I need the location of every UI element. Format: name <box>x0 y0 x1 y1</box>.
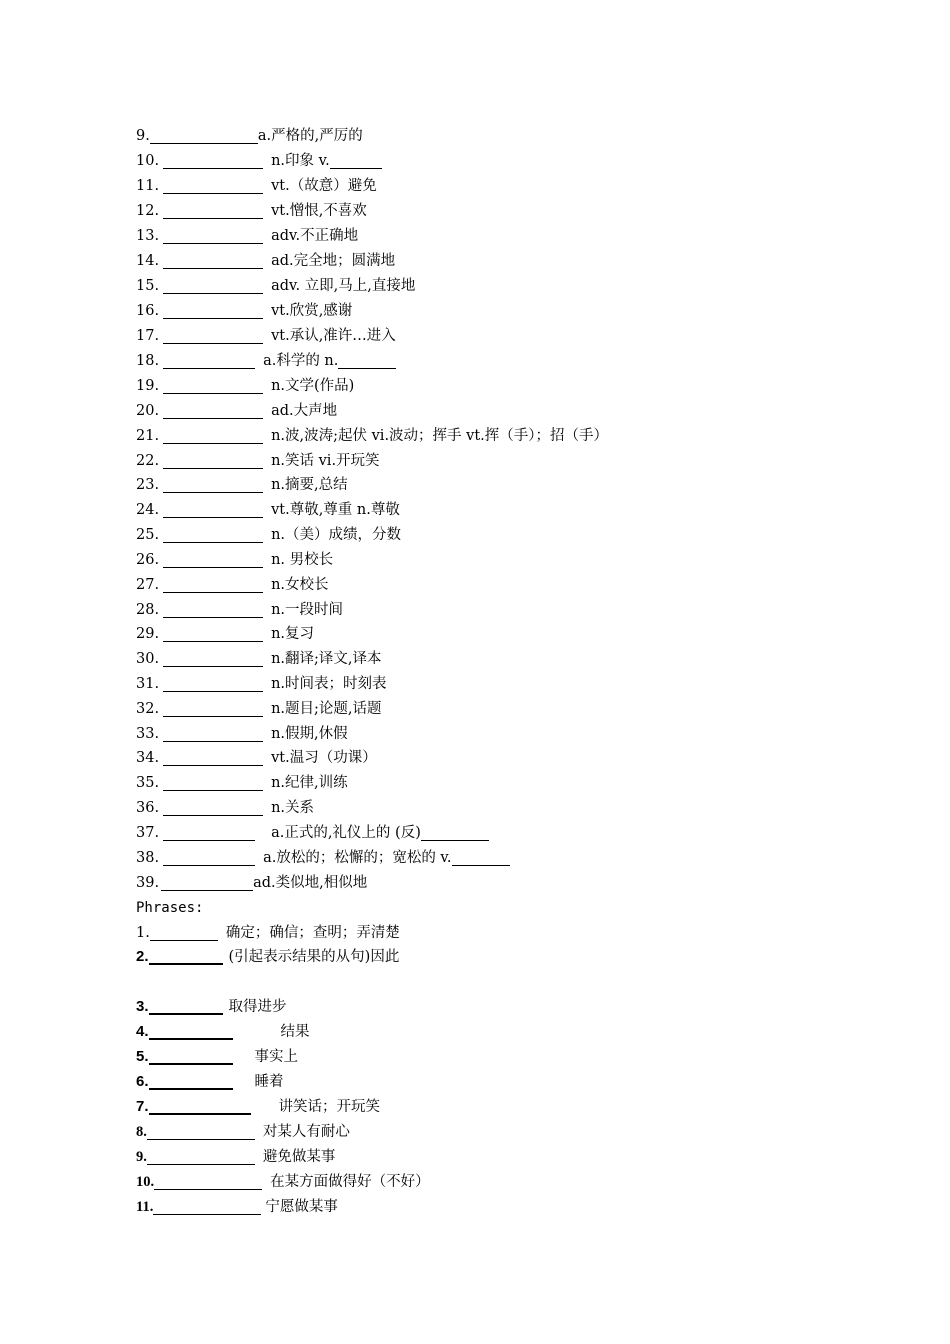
answer-blank[interactable] <box>452 848 510 866</box>
item-definition: n.女校长 <box>271 577 329 593</box>
vocab-item <box>136 199 367 223</box>
item-definition: n.纪律,训练 <box>271 775 348 791</box>
vocab-item <box>136 424 608 448</box>
item-number: 39. <box>136 875 160 891</box>
item-definition: n.时间表；时刻表 <box>271 676 387 692</box>
item-definition: 结果 <box>280 1024 310 1040</box>
answer-blank[interactable] <box>149 946 223 965</box>
item-number: 1. <box>136 925 150 941</box>
item-number: 7. <box>136 1098 149 1115</box>
item-number: 9. <box>136 1149 147 1165</box>
answer-blank[interactable] <box>163 251 263 269</box>
item-number: 14. <box>136 253 160 269</box>
answer-blank[interactable] <box>163 724 263 742</box>
item-definition: n.关系 <box>271 800 315 816</box>
item-definition: a.严格的,严厉的 <box>257 128 363 144</box>
item-number: 33. <box>136 726 160 742</box>
item-number: 28. <box>136 602 160 618</box>
item-definition: adv. 立即,马上,直接地 <box>271 278 416 294</box>
answer-blank[interactable] <box>163 773 263 791</box>
item-number: 11. <box>136 178 160 194</box>
answer-blank[interactable] <box>149 996 223 1015</box>
item-definition: n.假期,休假 <box>271 726 348 742</box>
item-number: 19. <box>136 378 160 394</box>
item-number: 4. <box>136 1023 149 1040</box>
item-number: 22. <box>136 453 160 469</box>
answer-blank[interactable] <box>149 1021 233 1040</box>
item-number: 25. <box>136 527 160 543</box>
phrase-item <box>136 1195 338 1219</box>
vocab-item <box>136 722 348 746</box>
item-number: 2. <box>136 948 149 965</box>
phrase-item <box>136 1095 380 1119</box>
item-definition: n.（美）成绩，分数 <box>271 527 402 543</box>
item-definition: 宁愿做某事 <box>265 1199 338 1215</box>
item-number: 30. <box>136 651 160 667</box>
item-definition: vt.（故意）避免 <box>271 178 377 194</box>
answer-blank[interactable] <box>163 201 263 219</box>
phrase-item <box>136 1170 430 1194</box>
item-number: 29. <box>136 626 160 642</box>
item-definition: 在某方面做得好（不好） <box>270 1174 430 1190</box>
item-definition: ad.类似地,相似地 <box>253 875 368 891</box>
answer-blank[interactable] <box>163 823 255 841</box>
answer-blank[interactable] <box>421 823 489 841</box>
phrase-item <box>136 1145 335 1169</box>
item-definition: 事实上 <box>254 1049 299 1065</box>
phrase-item <box>136 1070 284 1094</box>
vocab-item <box>136 871 367 895</box>
answer-blank[interactable] <box>163 276 263 294</box>
item-definition: vt.承认,准许…进入 <box>271 328 396 344</box>
vocab-item <box>136 249 395 273</box>
item-definition: vt.温习（功课） <box>271 750 377 766</box>
answer-blank[interactable] <box>163 798 263 816</box>
vocab-item <box>136 224 358 248</box>
item-number: 10. <box>136 1174 155 1190</box>
answer-blank[interactable] <box>163 748 263 766</box>
answer-blank[interactable] <box>149 1071 233 1090</box>
item-number: 16. <box>136 303 160 319</box>
vocab-item <box>136 374 354 398</box>
vocab-item <box>136 523 401 547</box>
vocab-item <box>136 846 510 870</box>
item-definition: 对某人有耐心 <box>262 1124 350 1140</box>
item-definition: n.题目;论题,话题 <box>271 701 382 717</box>
item-number: 17. <box>136 328 160 344</box>
item-number: 27. <box>136 577 160 593</box>
vocab-item <box>136 299 352 323</box>
vocab-item <box>136 124 363 148</box>
vocab-item <box>136 473 348 497</box>
item-definition: n.摘要,总结 <box>271 477 348 493</box>
answer-blank[interactable] <box>149 1096 251 1115</box>
item-definition: n.波,波涛;起伏 vi.波动；挥手 vt.挥（手）；招（手） <box>271 428 609 444</box>
vocab-item <box>136 746 377 770</box>
item-number: 21. <box>136 428 160 444</box>
vocab-item <box>136 449 380 473</box>
vocab-item <box>136 821 489 845</box>
item-number: 13. <box>136 228 160 244</box>
answer-blank[interactable] <box>163 500 263 518</box>
item-number: 20. <box>136 403 160 419</box>
vocab-item <box>136 622 314 646</box>
answer-blank[interactable] <box>163 600 263 618</box>
item-number: 24. <box>136 502 160 518</box>
item-number: 15. <box>136 278 160 294</box>
answer-blank[interactable] <box>163 176 263 194</box>
item-number: 10. <box>136 153 160 169</box>
item-number: 8. <box>136 1124 147 1140</box>
phrase-item <box>136 945 399 969</box>
answer-blank[interactable] <box>163 649 263 667</box>
answer-blank[interactable] <box>147 1147 255 1165</box>
item-definition: a.正式的,礼仪上的 (反) <box>271 825 421 841</box>
vocab-item <box>136 349 396 373</box>
item-number: 9. <box>136 128 150 144</box>
phrase-item <box>136 995 287 1019</box>
item-number: 38. <box>136 850 160 866</box>
item-definition: n.笑话 vi.开玩笑 <box>271 453 380 469</box>
item-definition: a.科学的 n. <box>263 353 339 369</box>
vocab-item <box>136 573 329 597</box>
phrase-item <box>136 1045 298 1069</box>
phrase-item <box>136 1120 350 1144</box>
item-number: 12. <box>136 203 160 219</box>
vocab-item <box>136 324 396 348</box>
item-definition: 睡着 <box>254 1074 284 1090</box>
item-definition: adv.不正确地 <box>271 228 359 244</box>
phrase-item <box>136 921 400 945</box>
item-number: 37. <box>136 825 160 841</box>
vocab-item <box>136 498 400 522</box>
vocab-item <box>136 174 377 198</box>
item-definition: vt.尊敬,尊重 n.尊敬 <box>271 502 400 518</box>
item-number: 11. <box>136 1199 154 1215</box>
item-number: 34. <box>136 750 160 766</box>
vocab-item <box>136 548 333 572</box>
answer-blank[interactable] <box>163 525 263 543</box>
vocab-item <box>136 149 382 173</box>
item-definition: 讲笑话；开玩笑 <box>278 1099 381 1115</box>
item-definition: a.放松的；松懈的；宽松的 v. <box>263 850 452 866</box>
item-number: 35. <box>136 775 160 791</box>
vocab-item <box>136 672 387 696</box>
vocab-item <box>136 647 382 671</box>
answer-blank[interactable] <box>330 151 382 169</box>
vocab-item <box>136 771 348 795</box>
answer-blank[interactable] <box>163 674 263 692</box>
answer-blank[interactable] <box>163 575 263 593</box>
answer-blank[interactable] <box>150 126 258 144</box>
item-number: 26. <box>136 552 160 568</box>
answer-blank[interactable] <box>147 1122 255 1140</box>
answer-blank[interactable] <box>338 351 396 369</box>
answer-blank[interactable] <box>163 326 263 344</box>
item-definition: (引起表示结果的从句)因此 <box>228 949 400 965</box>
item-definition: n.一段时间 <box>271 602 344 618</box>
item-number: 6. <box>136 1073 149 1090</box>
answer-blank[interactable] <box>163 376 263 394</box>
answer-blank[interactable] <box>163 301 263 319</box>
item-definition: 确定；确信；查明；弄清楚 <box>225 925 400 941</box>
item-definition: ad.完全地；圆满地 <box>271 253 396 269</box>
answer-blank[interactable] <box>163 226 263 244</box>
answer-blank[interactable] <box>163 426 263 444</box>
answer-blank[interactable] <box>163 848 255 866</box>
item-number: 5. <box>136 1048 149 1065</box>
section-heading: Phrases: <box>136 900 204 916</box>
phrase-item <box>136 1020 310 1044</box>
answer-blank[interactable] <box>149 1046 233 1065</box>
item-definition: n.翻译;译文,译本 <box>271 651 382 667</box>
answer-blank[interactable] <box>163 550 263 568</box>
answer-blank[interactable] <box>163 475 263 493</box>
item-definition: 避免做某事 <box>262 1149 336 1165</box>
answer-blank[interactable] <box>163 401 263 419</box>
item-definition: n. 男校长 <box>271 552 334 568</box>
vocab-item <box>136 598 343 622</box>
item-number: 32. <box>136 701 160 717</box>
vocab-item <box>136 697 382 721</box>
answer-blank[interactable] <box>163 451 263 469</box>
item-definition: 取得进步 <box>228 999 287 1015</box>
item-number: 18. <box>136 353 160 369</box>
answer-blank[interactable] <box>163 151 263 169</box>
answer-blank[interactable] <box>163 351 255 369</box>
answer-blank[interactable] <box>163 624 263 642</box>
item-number: 23. <box>136 477 160 493</box>
item-number: 3. <box>136 998 149 1015</box>
answer-blank[interactable] <box>161 873 253 891</box>
item-number: 36. <box>136 800 160 816</box>
item-definition: n.印象 v. <box>271 153 330 169</box>
answer-blank[interactable] <box>154 1172 262 1190</box>
item-definition: vt.憎恨,不喜欢 <box>271 203 367 219</box>
answer-blank[interactable] <box>153 1197 261 1215</box>
answer-blank[interactable] <box>150 923 218 941</box>
item-definition: ad.大声地 <box>271 403 338 419</box>
vocab-item <box>136 399 337 423</box>
vocab-item <box>136 796 314 820</box>
item-number: 31. <box>136 676 160 692</box>
answer-blank[interactable] <box>163 699 263 717</box>
item-definition: n.复习 <box>271 626 315 642</box>
item-definition: vt.欣赏,感谢 <box>271 303 353 319</box>
vocab-item <box>136 274 415 298</box>
item-definition: n.文学(作品) <box>271 378 355 394</box>
